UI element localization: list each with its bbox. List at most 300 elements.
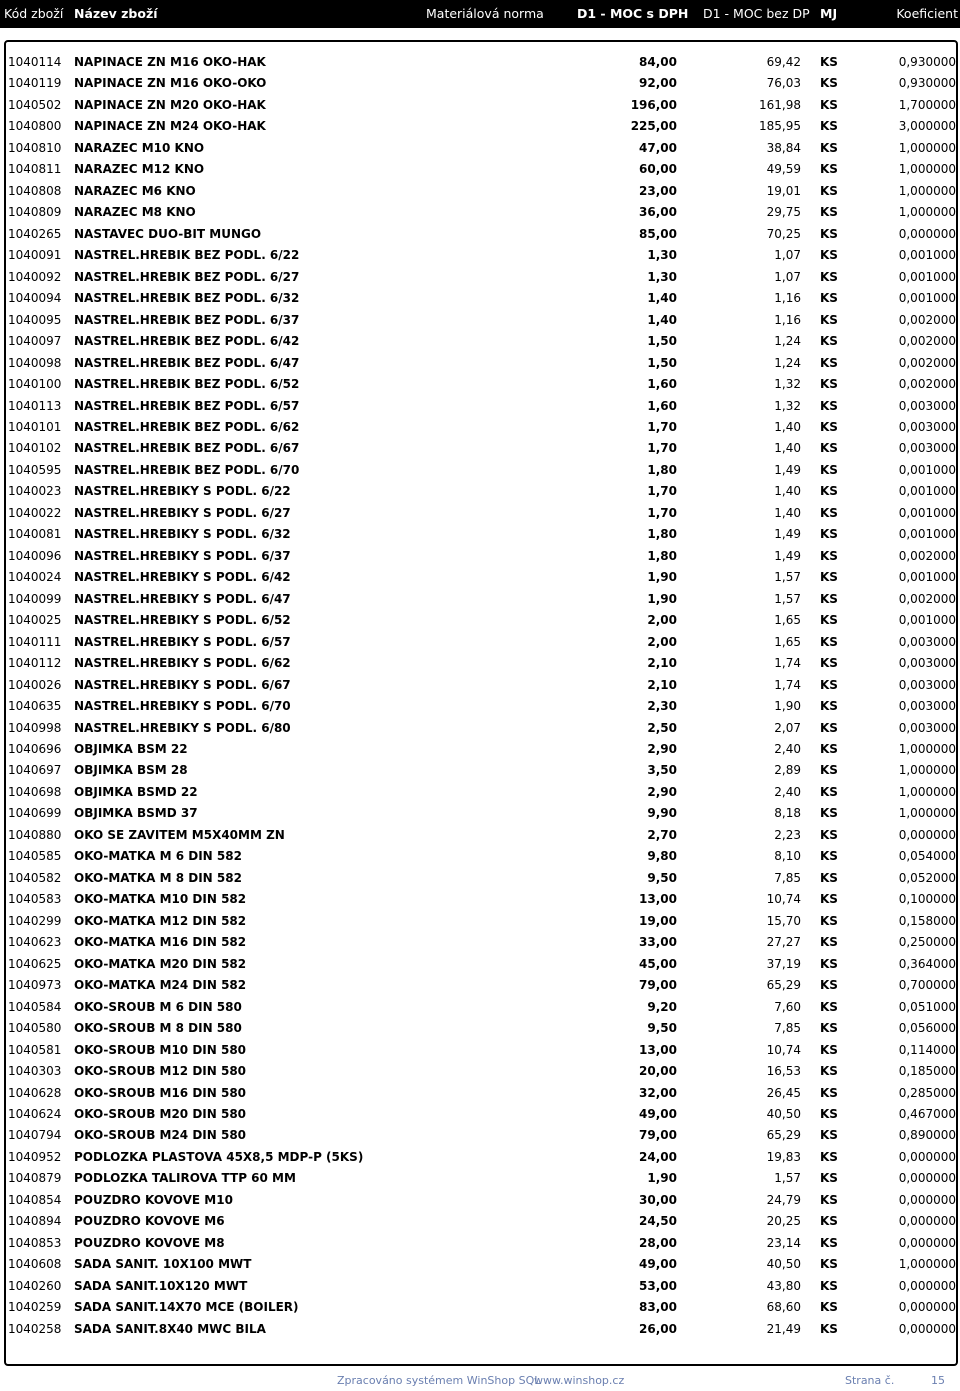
cell-name: NASTREL.HREBIK BEZ PODL. 6/62 bbox=[74, 419, 300, 434]
table-row bbox=[0, 910, 960, 931]
cell-name: OBJIMKA BSM 28 bbox=[74, 763, 188, 778]
footer-page-label: Strana č. bbox=[845, 1374, 895, 1387]
footer-processed: Zpracováno systémem WinShop SQL bbox=[337, 1374, 541, 1387]
table-row bbox=[0, 395, 960, 416]
cell-unit: KS bbox=[820, 720, 838, 735]
cell-code: 1040809 bbox=[8, 205, 62, 220]
cell-coef: 0,467000 bbox=[898, 1106, 956, 1121]
cell-unit: KS bbox=[820, 226, 838, 241]
cell-coef: 0,051000 bbox=[898, 999, 956, 1014]
cell-unit: KS bbox=[820, 419, 838, 434]
cell-coef: 1,000000 bbox=[898, 784, 956, 799]
cell-coef: 0,158000 bbox=[898, 913, 956, 928]
cell-name: OKO-SROUB M 8 DIN 580 bbox=[74, 1021, 242, 1036]
cell-name: OKO-MATKA M12 DIN 582 bbox=[74, 913, 247, 928]
cell-price-novat: 1,49 bbox=[774, 548, 801, 563]
cell-price-vat: 47,00 bbox=[639, 140, 677, 155]
cell-price-vat: 13,00 bbox=[639, 1042, 677, 1057]
cell-unit: KS bbox=[820, 441, 838, 456]
cell-price-novat: 2,23 bbox=[774, 827, 801, 842]
cell-coef: 1,000000 bbox=[898, 205, 956, 220]
cell-unit: KS bbox=[820, 827, 838, 842]
cell-code: 1040113 bbox=[8, 398, 62, 413]
cell-unit: KS bbox=[820, 1321, 838, 1336]
cell-price-novat: 1,40 bbox=[774, 505, 801, 520]
cell-code: 1040095 bbox=[8, 312, 62, 327]
cell-price-novat: 69,42 bbox=[766, 55, 801, 69]
cell-code: 1040299 bbox=[8, 913, 62, 928]
cell-price-vat: 45,00 bbox=[639, 956, 677, 971]
cell-unit: KS bbox=[820, 1106, 838, 1121]
cell-coef: 0,930000 bbox=[898, 55, 956, 69]
cell-coef: 1,700000 bbox=[898, 97, 956, 112]
cell-name: NASTREL.HREBIKY S PODL. 6/57 bbox=[74, 634, 291, 649]
cell-unit: KS bbox=[820, 1149, 838, 1164]
cell-price-vat: 20,00 bbox=[639, 1064, 677, 1079]
cell-unit: KS bbox=[820, 570, 838, 585]
cell-unit: KS bbox=[820, 677, 838, 692]
cell-name: NASTREL.HREBIK BEZ PODL. 6/67 bbox=[74, 441, 300, 456]
cell-code: 1040585 bbox=[8, 849, 62, 864]
cell-name: POUZDRO KOVOVE M8 bbox=[74, 1235, 225, 1250]
table-row bbox=[0, 115, 960, 136]
cell-unit: KS bbox=[820, 183, 838, 198]
cell-code: 1040623 bbox=[8, 935, 62, 950]
cell-code: 1040973 bbox=[8, 978, 62, 993]
cell-price-vat: 1,70 bbox=[647, 419, 677, 434]
table-header bbox=[0, 0, 960, 28]
cell-price-novat: 1,65 bbox=[774, 613, 801, 628]
cell-price-vat: 2,90 bbox=[647, 742, 677, 756]
cell-price-novat: 1,90 bbox=[774, 699, 801, 714]
cell-price-vat: 13,00 bbox=[639, 892, 677, 907]
cell-coef: 0,052000 bbox=[898, 870, 956, 885]
cell-code: 1040853 bbox=[8, 1235, 62, 1250]
cell-name: SADA SANIT. 10X100 MWT bbox=[74, 1257, 252, 1272]
cell-coef: 0,001000 bbox=[898, 462, 956, 477]
cell-coef: 0,002000 bbox=[898, 377, 956, 392]
footer-website-link[interactable]: www.winshop.cz bbox=[534, 1374, 625, 1387]
cell-code: 1040808 bbox=[8, 183, 62, 198]
cell-price-vat: 1,50 bbox=[647, 334, 677, 349]
cell-name: OKO-SROUB M24 DIN 580 bbox=[74, 1128, 247, 1143]
cell-name: OKO-MATKA M16 DIN 582 bbox=[74, 935, 247, 950]
cell-price-vat: 2,30 bbox=[647, 699, 677, 714]
cell-price-vat: 92,00 bbox=[639, 76, 677, 91]
cell-coef: 0,001000 bbox=[898, 613, 956, 628]
cell-unit: KS bbox=[820, 291, 838, 306]
cell-price-novat: 26,45 bbox=[766, 1085, 801, 1100]
cell-name: OBJIMKA BSMD 37 bbox=[74, 806, 198, 821]
cell-price-vat: 2,00 bbox=[647, 613, 677, 628]
table-row bbox=[0, 201, 960, 222]
cell-name: NASTREL.HREBIK BEZ PODL. 6/32 bbox=[74, 291, 300, 306]
cell-price-novat: 38,84 bbox=[766, 140, 801, 155]
cell-name: NAPINACE ZN M16 OKO-OKO bbox=[74, 76, 267, 91]
cell-unit: KS bbox=[820, 119, 838, 134]
table-row bbox=[0, 867, 960, 888]
cell-price-novat: 20,25 bbox=[766, 1214, 801, 1229]
table-row bbox=[0, 931, 960, 952]
cell-coef: 0,003000 bbox=[898, 720, 956, 735]
cell-code: 1040628 bbox=[8, 1085, 62, 1100]
table-row bbox=[0, 1146, 960, 1167]
table-row bbox=[0, 94, 960, 115]
cell-price-vat: 196,00 bbox=[630, 97, 677, 112]
cell-code: 1040583 bbox=[8, 892, 62, 907]
cell-unit: KS bbox=[820, 935, 838, 950]
cell-price-novat: 1,49 bbox=[774, 462, 801, 477]
cell-price-novat: 70,25 bbox=[766, 226, 801, 241]
cell-name: NARAZEC M6 KNO bbox=[74, 183, 196, 198]
cell-price-novat: 19,83 bbox=[766, 1149, 801, 1164]
cell-price-vat: 1,40 bbox=[647, 312, 677, 327]
cell-name: NAPINACE ZN M24 OKO-HAK bbox=[74, 119, 266, 134]
cell-code: 1040100 bbox=[8, 377, 62, 392]
cell-code: 1040260 bbox=[8, 1278, 62, 1293]
cell-price-novat: 16,53 bbox=[766, 1064, 801, 1079]
cell-code: 1040111 bbox=[8, 634, 62, 649]
cell-name: NASTREL.HREBIK BEZ PODL. 6/52 bbox=[74, 377, 300, 392]
table-row bbox=[0, 1232, 960, 1253]
cell-code: 1040114 bbox=[8, 55, 62, 69]
table-row bbox=[0, 223, 960, 244]
cell-coef: 0,001000 bbox=[898, 505, 956, 520]
cell-price-vat: 84,00 bbox=[639, 55, 677, 69]
cell-unit: KS bbox=[820, 398, 838, 413]
cell-unit: KS bbox=[820, 849, 838, 864]
cell-name: OKO-SROUB M20 DIN 580 bbox=[74, 1106, 247, 1121]
cell-coef: 0,003000 bbox=[898, 699, 956, 714]
cell-name: OKO-SROUB M12 DIN 580 bbox=[74, 1064, 247, 1079]
table-row bbox=[0, 459, 960, 480]
cell-coef: 1,000000 bbox=[898, 742, 956, 756]
cell-price-novat: 1,32 bbox=[774, 377, 801, 392]
cell-unit: KS bbox=[820, 1300, 838, 1315]
cell-coef: 0,002000 bbox=[898, 548, 956, 563]
cell-name: NASTAVEC DUO-BIT MUNGO bbox=[74, 226, 262, 241]
cell-coef: 0,890000 bbox=[898, 1128, 956, 1143]
cell-price-vat: 1,70 bbox=[647, 484, 677, 499]
table-row bbox=[0, 180, 960, 201]
cell-coef: 0,000000 bbox=[898, 1321, 956, 1336]
cell-code: 1040584 bbox=[8, 999, 62, 1014]
table-row bbox=[0, 1124, 960, 1145]
cell-coef: 0,056000 bbox=[898, 1021, 956, 1036]
cell-price-novat: 1,49 bbox=[774, 527, 801, 542]
cell-code: 1040811 bbox=[8, 162, 62, 177]
cell-price-vat: 79,00 bbox=[639, 1128, 677, 1143]
cell-code: 1040097 bbox=[8, 334, 62, 349]
cell-name: NASTREL.HREBIKY S PODL. 6/47 bbox=[74, 591, 291, 606]
cell-unit: KS bbox=[820, 1085, 838, 1100]
cell-coef: 0,001000 bbox=[898, 248, 956, 263]
cell-name: NASTREL.HREBIKY S PODL. 6/27 bbox=[74, 505, 291, 520]
table-row bbox=[0, 287, 960, 308]
cell-unit: KS bbox=[820, 1042, 838, 1057]
cell-coef: 0,000000 bbox=[898, 1192, 956, 1207]
cell-name: NAPINACE ZN M20 OKO-HAK bbox=[74, 97, 266, 112]
cell-coef: 0,001000 bbox=[898, 527, 956, 542]
cell-price-novat: 10,74 bbox=[766, 892, 801, 907]
table-row bbox=[0, 1253, 960, 1274]
cell-price-novat: 21,49 bbox=[766, 1321, 801, 1336]
cell-name: OKO-MATKA M20 DIN 582 bbox=[74, 956, 247, 971]
cell-unit: KS bbox=[820, 1171, 838, 1186]
cell-code: 1040098 bbox=[8, 355, 62, 370]
cell-unit: KS bbox=[820, 1021, 838, 1036]
table-row bbox=[0, 1060, 960, 1081]
col-header-unit: MJ bbox=[820, 6, 838, 21]
cell-price-vat: 28,00 bbox=[639, 1235, 677, 1250]
cell-coef: 0,000000 bbox=[898, 1278, 956, 1293]
cell-code: 1040081 bbox=[8, 527, 62, 542]
cell-unit: KS bbox=[820, 548, 838, 563]
table-row bbox=[0, 1167, 960, 1188]
cell-code: 1040879 bbox=[8, 1171, 62, 1186]
cell-code: 1040625 bbox=[8, 956, 62, 971]
table-row bbox=[0, 309, 960, 330]
cell-coef: 0,000000 bbox=[898, 1171, 956, 1186]
table-row bbox=[0, 781, 960, 802]
cell-price-vat: 83,00 bbox=[639, 1300, 677, 1315]
cell-code: 1040699 bbox=[8, 806, 62, 821]
cell-unit: KS bbox=[820, 1064, 838, 1079]
table-row bbox=[0, 1039, 960, 1060]
cell-code: 1040582 bbox=[8, 870, 62, 885]
cell-coef: 0,002000 bbox=[898, 355, 956, 370]
cell-coef: 1,000000 bbox=[898, 183, 956, 198]
cell-code: 1040026 bbox=[8, 677, 62, 692]
table-row bbox=[0, 1275, 960, 1296]
cell-name: OKO SE ZAVITEM M5X40MM ZN bbox=[74, 827, 285, 842]
cell-unit: KS bbox=[820, 248, 838, 263]
cell-coef: 0,003000 bbox=[898, 656, 956, 671]
cell-code: 1040697 bbox=[8, 763, 62, 778]
cell-price-vat: 1,70 bbox=[647, 505, 677, 520]
cell-coef: 1,000000 bbox=[898, 763, 956, 778]
cell-name: NASTREL.HREBIKY S PODL. 6/67 bbox=[74, 677, 291, 692]
cell-name: NAPINACE ZN M16 OKO-HAK bbox=[74, 55, 266, 69]
cell-price-vat: 32,00 bbox=[639, 1085, 677, 1100]
cell-coef: 0,001000 bbox=[898, 570, 956, 585]
table-row bbox=[0, 631, 960, 652]
cell-name: OBJIMKA BSM 22 bbox=[74, 742, 188, 756]
cell-price-novat: 1,74 bbox=[774, 656, 801, 671]
cell-unit: KS bbox=[820, 699, 838, 714]
cell-coef: 3,000000 bbox=[898, 119, 956, 134]
cell-price-vat: 53,00 bbox=[639, 1278, 677, 1293]
cell-unit: KS bbox=[820, 999, 838, 1014]
cell-name: NASTREL.HREBIKY S PODL. 6/80 bbox=[74, 720, 291, 735]
table-row bbox=[0, 824, 960, 845]
cell-code: 1040502 bbox=[8, 97, 62, 112]
table-row bbox=[0, 502, 960, 523]
cell-unit: KS bbox=[820, 162, 838, 177]
cell-price-novat: 68,60 bbox=[766, 1300, 801, 1315]
cell-price-novat: 1,16 bbox=[774, 312, 801, 327]
col-header-price-vat: D1 - MOC s DPH bbox=[577, 6, 689, 21]
cell-name: NASTREL.HREBIK BEZ PODL. 6/27 bbox=[74, 269, 300, 284]
cell-code: 1040022 bbox=[8, 505, 62, 520]
cell-price-novat: 40,50 bbox=[766, 1257, 801, 1272]
cell-coef: 0,250000 bbox=[898, 935, 956, 950]
table-row bbox=[0, 437, 960, 458]
cell-price-novat: 185,95 bbox=[759, 119, 801, 134]
table-row bbox=[0, 416, 960, 437]
cell-price-vat: 30,00 bbox=[639, 1192, 677, 1207]
cell-unit: KS bbox=[820, 55, 838, 69]
cell-code: 1040880 bbox=[8, 827, 62, 842]
col-header-price-novat: D1 - MOC bez DP bbox=[703, 6, 810, 21]
cell-coef: 0,000000 bbox=[898, 827, 956, 842]
cell-code: 1040800 bbox=[8, 119, 62, 134]
table-row bbox=[0, 1210, 960, 1231]
page-footer bbox=[0, 1374, 960, 1390]
cell-price-novat: 65,29 bbox=[766, 978, 801, 993]
cell-price-novat: 43,80 bbox=[766, 1278, 801, 1293]
cell-name: POUZDRO KOVOVE M6 bbox=[74, 1214, 225, 1229]
cell-price-vat: 49,00 bbox=[639, 1106, 677, 1121]
table-row bbox=[0, 609, 960, 630]
cell-price-novat: 1,40 bbox=[774, 484, 801, 499]
cell-name: POUZDRO KOVOVE M10 bbox=[74, 1192, 233, 1207]
cell-price-novat: 65,29 bbox=[766, 1128, 801, 1143]
cell-name: NASTREL.HREBIKY S PODL. 6/32 bbox=[74, 527, 291, 542]
cell-price-vat: 1,30 bbox=[647, 248, 677, 263]
cell-unit: KS bbox=[820, 97, 838, 112]
cell-coef: 0,000000 bbox=[898, 1214, 956, 1229]
table-row bbox=[0, 1296, 960, 1317]
cell-price-novat: 29,75 bbox=[766, 205, 801, 220]
cell-price-vat: 2,70 bbox=[647, 827, 677, 842]
table-row bbox=[0, 674, 960, 695]
table-row bbox=[0, 330, 960, 351]
cell-coef: 0,001000 bbox=[898, 484, 956, 499]
cell-name: OBJIMKA BSMD 22 bbox=[74, 784, 198, 799]
cell-price-vat: 2,10 bbox=[647, 656, 677, 671]
cell-unit: KS bbox=[820, 1235, 838, 1250]
cell-coef: 1,000000 bbox=[898, 806, 956, 821]
cell-name: NASTREL.HREBIKY S PODL. 6/22 bbox=[74, 484, 291, 499]
cell-name: NASTREL.HREBIK BEZ PODL. 6/57 bbox=[74, 398, 300, 413]
table-row bbox=[0, 845, 960, 866]
cell-coef: 0,054000 bbox=[898, 849, 956, 864]
cell-price-vat: 1,50 bbox=[647, 355, 677, 370]
table-row bbox=[0, 1189, 960, 1210]
cell-price-vat: 1,60 bbox=[647, 377, 677, 392]
cell-code: 1040698 bbox=[8, 784, 62, 799]
cell-name: NASTREL.HREBIK BEZ PODL. 6/47 bbox=[74, 355, 300, 370]
cell-unit: KS bbox=[820, 334, 838, 349]
cell-price-novat: 1,07 bbox=[774, 248, 801, 263]
cell-name: PODLOZKA TALIROVA TTP 60 MM bbox=[74, 1171, 296, 1186]
cell-unit: KS bbox=[820, 956, 838, 971]
cell-price-vat: 9,50 bbox=[647, 1021, 677, 1036]
table-row bbox=[0, 695, 960, 716]
cell-price-vat: 1,90 bbox=[647, 591, 677, 606]
cell-price-vat: 2,90 bbox=[647, 784, 677, 799]
cell-price-vat: 49,00 bbox=[639, 1257, 677, 1272]
cell-price-novat: 23,14 bbox=[766, 1235, 801, 1250]
cell-price-novat: 15,70 bbox=[766, 913, 801, 928]
table-row bbox=[0, 72, 960, 93]
col-header-name: Název zboží bbox=[74, 6, 158, 21]
cell-price-vat: 2,50 bbox=[647, 720, 677, 735]
cell-price-novat: 2,07 bbox=[774, 720, 801, 735]
cell-name: PODLOZKA PLASTOVA 45X8,5 MDP-P (5KS) bbox=[74, 1149, 364, 1164]
cell-coef: 0,000000 bbox=[898, 226, 956, 241]
cell-price-novat: 1,24 bbox=[774, 334, 801, 349]
cell-price-vat: 1,70 bbox=[647, 441, 677, 456]
cell-code: 1040635 bbox=[8, 699, 62, 714]
cell-coef: 0,002000 bbox=[898, 334, 956, 349]
cell-price-novat: 27,27 bbox=[766, 935, 801, 950]
cell-price-vat: 1,30 bbox=[647, 269, 677, 284]
cell-name: OKO-SROUB M10 DIN 580 bbox=[74, 1042, 247, 1057]
cell-code: 1040810 bbox=[8, 140, 62, 155]
cell-unit: KS bbox=[820, 484, 838, 499]
cell-price-vat: 3,50 bbox=[647, 763, 677, 778]
cell-price-vat: 24,50 bbox=[639, 1214, 677, 1229]
table-row bbox=[0, 996, 960, 1017]
cell-name: NASTREL.HREBIK BEZ PODL. 6/70 bbox=[74, 462, 300, 477]
cell-coef: 0,003000 bbox=[898, 634, 956, 649]
col-header-coef: Koeficient bbox=[896, 6, 958, 21]
table-row bbox=[0, 1103, 960, 1124]
table-row bbox=[0, 802, 960, 823]
cell-coef: 0,930000 bbox=[898, 76, 956, 91]
cell-coef: 0,002000 bbox=[898, 312, 956, 327]
cell-code: 1040094 bbox=[8, 291, 62, 306]
cell-coef: 0,001000 bbox=[898, 291, 956, 306]
table-row bbox=[0, 652, 960, 673]
cell-name: NASTREL.HREBIKY S PODL. 6/62 bbox=[74, 656, 291, 671]
cell-price-vat: 1,60 bbox=[647, 398, 677, 413]
cell-price-vat: 36,00 bbox=[639, 205, 677, 220]
cell-name: NASTREL.HREBIKY S PODL. 6/70 bbox=[74, 699, 291, 714]
cell-price-vat: 85,00 bbox=[639, 226, 677, 241]
cell-code: 1040595 bbox=[8, 462, 62, 477]
cell-price-vat: 1,40 bbox=[647, 291, 677, 306]
cell-code: 1040265 bbox=[8, 226, 62, 241]
cell-unit: KS bbox=[820, 806, 838, 821]
table-body bbox=[0, 51, 960, 1339]
cell-price-novat: 1,57 bbox=[774, 570, 801, 585]
table-row bbox=[0, 373, 960, 394]
cell-name: OKO-MATKA M 8 DIN 582 bbox=[74, 870, 242, 885]
table-row bbox=[0, 51, 960, 72]
cell-code: 1040101 bbox=[8, 419, 62, 434]
cell-code: 1040581 bbox=[8, 1042, 62, 1057]
cell-price-novat: 2,40 bbox=[774, 784, 801, 799]
cell-coef: 1,000000 bbox=[898, 1257, 956, 1272]
cell-coef: 0,100000 bbox=[898, 892, 956, 907]
cell-unit: KS bbox=[820, 1257, 838, 1272]
cell-name: NARAZEC M12 KNO bbox=[74, 162, 205, 177]
table-row bbox=[0, 523, 960, 544]
table-row bbox=[0, 266, 960, 287]
cell-coef: 0,003000 bbox=[898, 419, 956, 434]
cell-code: 1040099 bbox=[8, 591, 62, 606]
cell-name: NASTREL.HREBIKY S PODL. 6/37 bbox=[74, 548, 291, 563]
table-row bbox=[0, 480, 960, 501]
cell-price-novat: 1,24 bbox=[774, 355, 801, 370]
cell-price-vat: 2,00 bbox=[647, 634, 677, 649]
cell-unit: KS bbox=[820, 742, 838, 756]
cell-price-novat: 1,07 bbox=[774, 269, 801, 284]
cell-price-vat: 1,80 bbox=[647, 548, 677, 563]
